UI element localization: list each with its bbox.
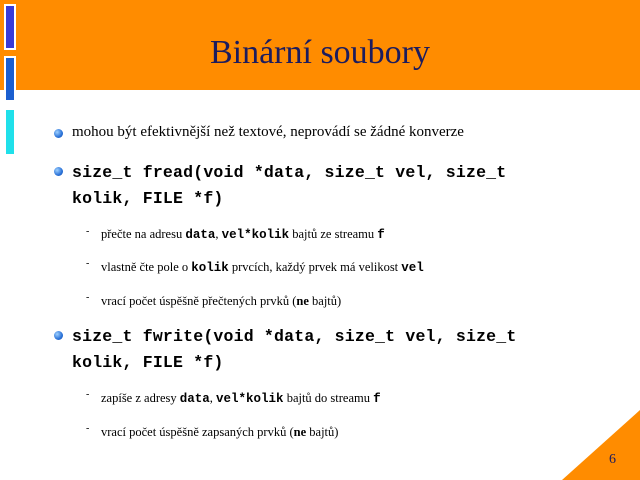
dash-icon: - [86, 389, 90, 400]
sub-bullet-text: vrací počet úspěšně zapsaných prvků (ne bajtů) [101, 425, 339, 439]
bullet-icon [54, 167, 63, 176]
dash-icon: - [86, 226, 90, 237]
code-signature-line: size_t fwrite(void *data, size_t vel, size_t [72, 327, 517, 346]
sub-bullet-text: přečte na adresu data, vel*kolik bajtů ze streamu f [101, 227, 385, 242]
bullet-icon [54, 331, 63, 340]
dash-icon: - [86, 423, 90, 434]
dash-icon: - [86, 292, 90, 303]
code-signature-line: kolik, FILE *f) [72, 189, 224, 208]
slide-title: Binární soubory [209, 34, 431, 71]
bullet-icon [54, 129, 63, 138]
sub-bullet-text: zapíše z adresy data, vel*kolik bajtů do streamu f [101, 391, 381, 406]
bullet-text: mohou být efektivnější než textové, neprovádí se žádné konverze [72, 124, 464, 140]
dash-icon: - [86, 258, 90, 269]
sub-bullet-text: vrací počet úspěšně přečtených prvků (ne bajtů) [101, 294, 342, 308]
sub-bullet-text: vlastně čte pole o kolik prvcích, každý prvek má velikost vel [101, 260, 424, 275]
code-signature-line: size_t fread(void *data, size_t vel, size_t [72, 163, 507, 182]
code-signature-line: kolik, FILE *f) [72, 353, 224, 372]
corner-decoration [562, 410, 640, 480]
page-number: 6 [609, 452, 616, 467]
